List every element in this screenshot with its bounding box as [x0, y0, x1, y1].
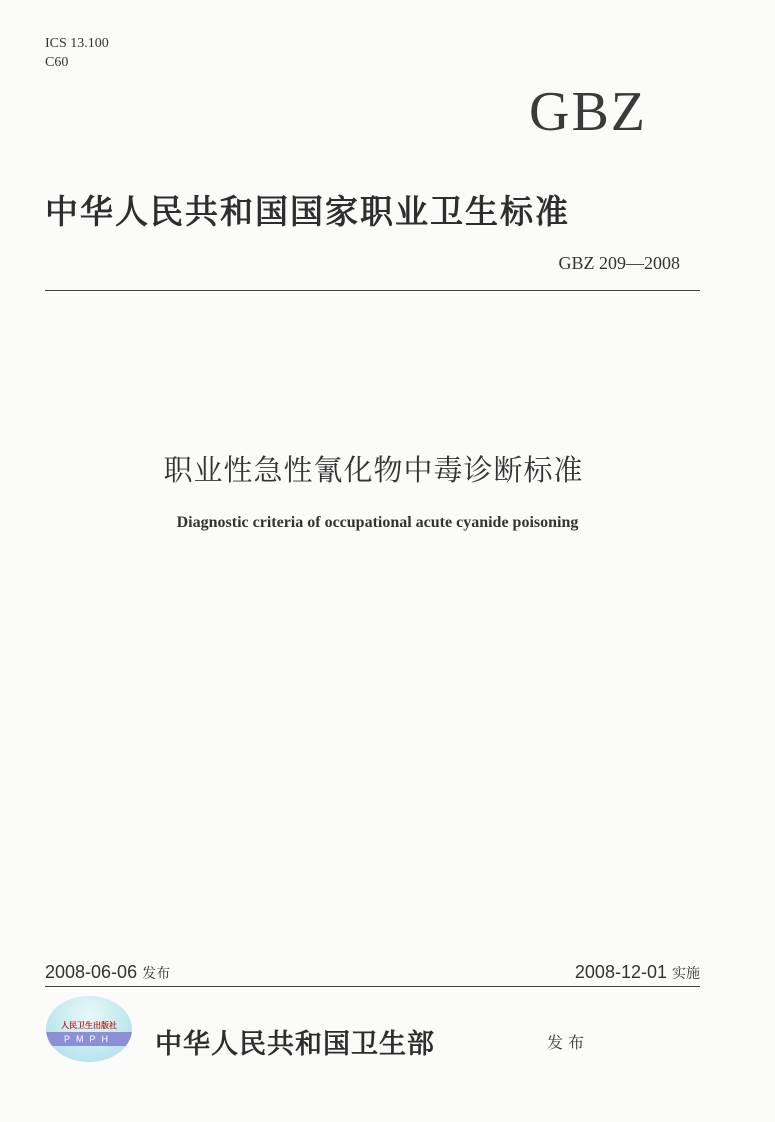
publisher: 中华人民共和国卫生部 — [155, 1029, 435, 1060]
ics-code: ICS 13.100 — [45, 36, 109, 51]
publish-date-value: 2008-06-06 — [45, 962, 138, 982]
issue-label: 发布 — [547, 1035, 590, 1052]
publish-label: 发布 — [142, 965, 171, 981]
implement-date — [575, 962, 700, 983]
divider — [45, 290, 700, 291]
implement-date-value: 2008-12-01 — [574, 962, 667, 982]
implement-label: 实施 — [672, 965, 700, 981]
publish-date — [45, 962, 170, 983]
divider — [45, 986, 700, 987]
classification — [45, 34, 109, 72]
title-zh: 职业性急性氰化物中毒诊断标准 — [163, 455, 584, 487]
standard-code: GBZ 209—2008 — [558, 253, 680, 273]
series-mark: GBZ — [529, 81, 647, 143]
title-en: Diagnostic criteria of occupational acute cyanide poisoning — [176, 514, 579, 531]
standard-type: 中华人民共和国国家职业卫生标准 — [45, 192, 570, 231]
ccs-code: C60 — [45, 55, 69, 70]
publisher-logo: 人民卫生出版社 PMPH — [46, 996, 132, 1062]
